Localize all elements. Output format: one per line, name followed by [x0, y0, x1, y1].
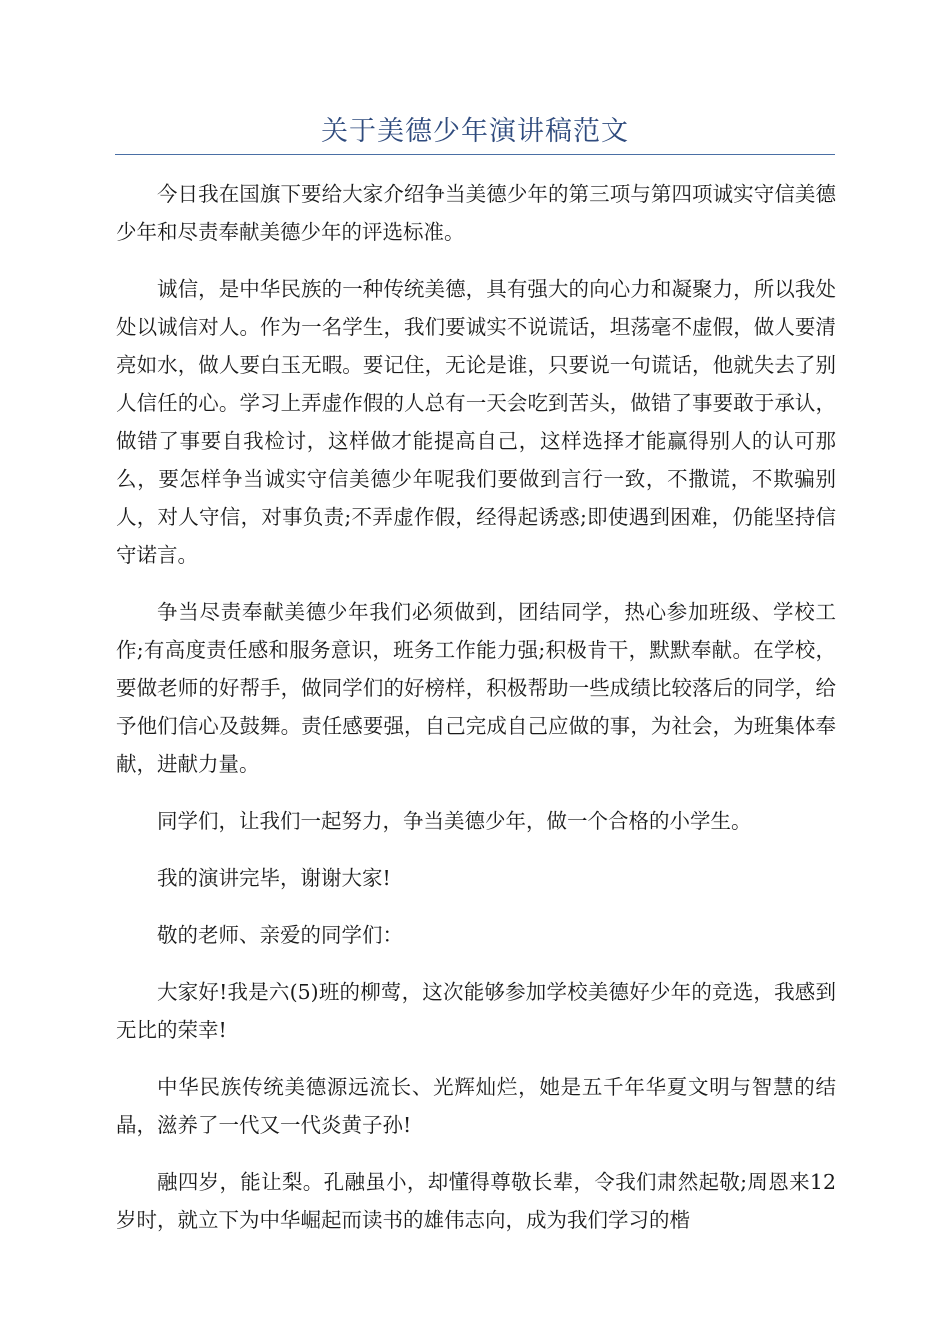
- paragraph-7: 大家好!我是六(5)班的柳莺，这次能够参加学校美德好少年的竞选，我感到无比的荣幸!: [116, 980, 836, 1042]
- paragraph-4: 同学们，让我们一起努力，争当美德少年，做一个合格的小学生。: [157, 809, 752, 833]
- paragraph-8: 中华民族传统美德源远流长、光辉灿烂，她是五千年华夏文明与智慧的结晶，滋养了一代又一代炎黄子孙!: [116, 1075, 836, 1137]
- paragraph-3: 争当尽责奉献美德少年我们必须做到，团结同学，热心参加班级、学校工作;有高度责任感和服务意识，班务工作能力强;积极肯干，默默奉献。在学校，要做老师的好帮手，做同学们的好榜样，积极帮助一些成绩比较落后的同学，给予他们信心及鼓舞。责任感要强，自己完成自己应做的事，为社会，为班集体奉献，进献力量。: [116, 600, 836, 776]
- paragraph-1: 今日我在国旗下要给大家介绍争当美德少年的第三项与第四项诚实守信美德少年和尽责奉献美德少年的评选标准。: [116, 182, 836, 244]
- document-body: [116, 175, 836, 1258]
- paragraph-6: 敬的老师、亲爱的同学们：: [157, 923, 403, 947]
- title-underline: [115, 154, 835, 155]
- document-title: 关于美德少年演讲稿范文: [321, 116, 629, 147]
- paragraph-2: 诚信，是中华民族的一种传统美德，具有强大的向心力和凝聚力，所以我处处以诚信对人。作为一名学生，我们要诚实不说谎话，坦荡毫不虚假，做人要清亮如水，做人要白玉无暇。要记住，无论是谁，只要说一句谎话，他就失去了别人信任的心。学习上弄虚作假的人总有一天会吃到苦头，做错了事要敢于承认，做错了事要自我检讨，这样做才能提高自己，这样选择才能赢得别人的认可那么，要怎样争当诚实守信美德少年呢我们要做到言行一致，不撒谎，不欺骗别人，对人守信，对事负责;不弄虚作假，经得起诱惑;即使遇到困难，仍能坚持信守诺言。: [116, 277, 836, 567]
- paragraph-5: 我的演讲完毕，谢谢大家!: [157, 866, 391, 890]
- paragraph-9: 融四岁，能让梨。孔融虽小，却懂得尊敬长辈，令我们肃然起敬;周恩来12岁时，就立下为中华崛起而读书的雄伟志向，成为我们学习的楷: [116, 1170, 836, 1232]
